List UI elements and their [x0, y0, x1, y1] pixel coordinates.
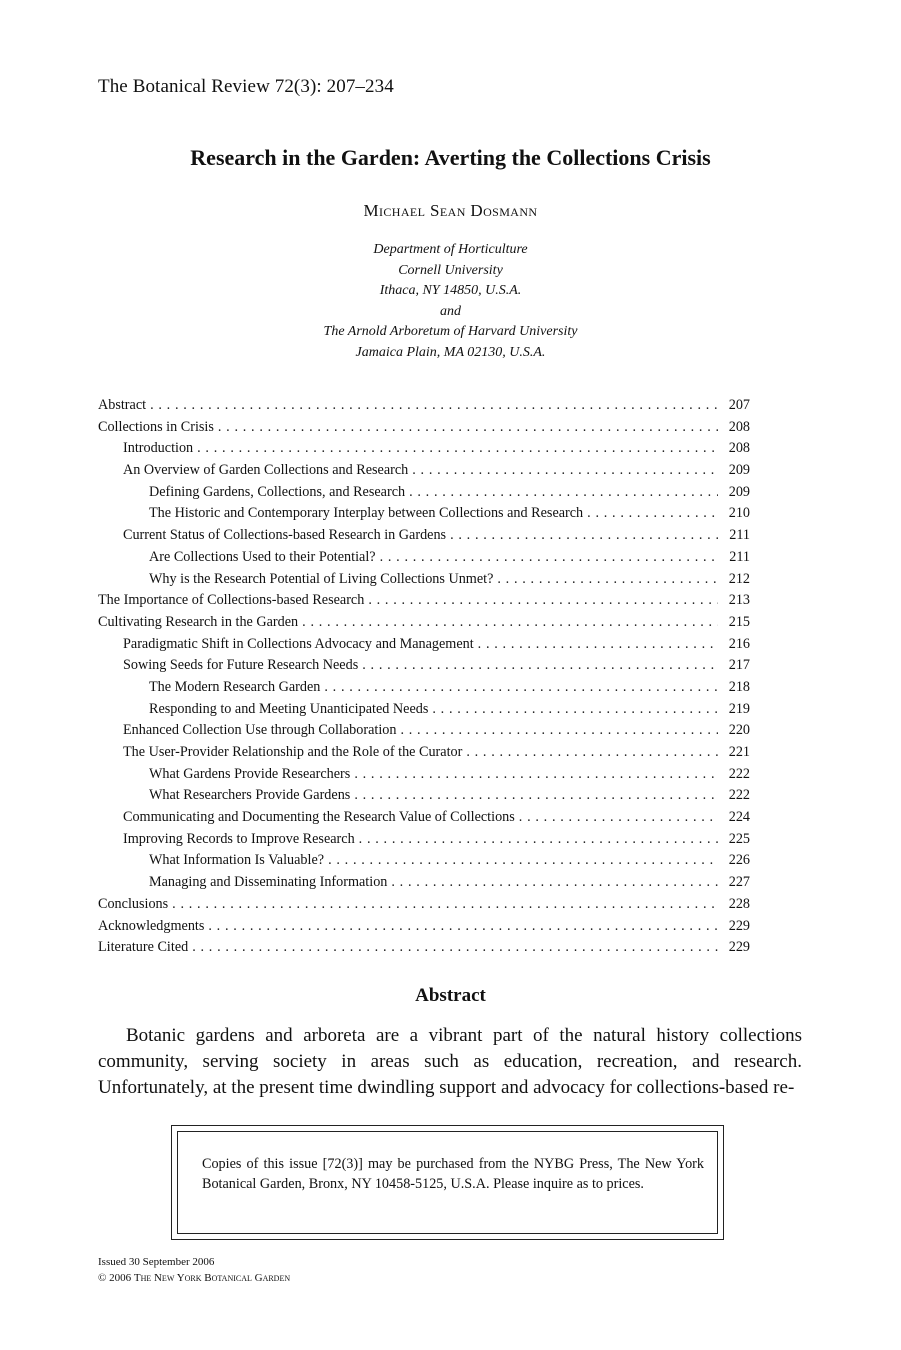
affiliation-line: Jamaica Plain, MA 02130, U.S.A.: [355, 344, 546, 360]
toc-leader-dots: [192, 937, 718, 959]
toc-entry: [98, 720, 750, 742]
toc-entry: [98, 438, 750, 460]
toc-entry-page: 209: [728, 462, 750, 479]
toc-leader-dots: [391, 872, 718, 894]
issued-date: Issued 30 September 2006: [98, 1256, 215, 1268]
toc-entry-title: Abstract: [98, 397, 147, 413]
toc-entry-title: Why is the Research Potential of Living Collections Unmet?: [149, 570, 494, 587]
toc-entry-title: An Overview of Garden Collections and Research: [123, 462, 409, 479]
toc-entry-title: Acknowledgments: [98, 917, 205, 934]
publisher-name: The New York Botanical Garden: [133, 1272, 291, 1284]
toc-entry-title: The Historic and Contemporary Interplay between Collections and Research: [149, 505, 584, 522]
copyright-symbol: ©: [98, 1272, 107, 1284]
toc-entry: [98, 395, 750, 417]
toc-entry: [98, 850, 750, 872]
purchase-notice-text: Copies of this issue [72(3)] may be purchased from the NYBG Press, The New York Botanical Garden, Bronx, NY 10458-5125, U.S.A. Please inquire as to prices.: [202, 1156, 704, 1192]
toc-leader-dots: [478, 634, 718, 656]
toc-entry-title: Collections in Crisis: [98, 418, 214, 435]
toc-entry: [98, 742, 750, 764]
toc-leader-dots: [497, 569, 718, 591]
toc-leader-dots: [466, 742, 718, 764]
purchase-notice-box: [171, 1125, 724, 1240]
abstract-heading: Abstract: [415, 985, 486, 1006]
toc-entry-title: Defining Gardens, Collections, and Research: [149, 483, 406, 500]
toc-entry-title: Cultivating Research in the Garden: [98, 613, 299, 630]
toc-leader-dots: [432, 699, 718, 721]
toc-entry-page: 222: [728, 765, 750, 782]
toc-entry: [98, 829, 750, 851]
toc-entry: [98, 937, 750, 959]
toc-leader-dots: [400, 720, 718, 742]
toc-entry-title: Sowing Seeds for Future Research Needs: [123, 657, 359, 674]
toc-entry-page: 219: [728, 700, 750, 717]
toc-entry-title: Introduction: [123, 440, 194, 457]
toc-entry-title: Literature Cited: [98, 939, 189, 956]
toc-entry: [98, 590, 750, 612]
toc-entry-title: Are Collections Used to their Potential?: [149, 548, 376, 565]
toc-entry-title: Communicating and Documenting the Research Value of Collections: [123, 809, 515, 826]
toc-leader-dots: [412, 460, 718, 482]
journal-citation: The Botanical Review 72(3): 207–234: [98, 76, 394, 97]
affiliation-line: and: [440, 303, 461, 319]
author-affiliation: [0, 240, 901, 363]
toc-entry-title: Paradigmatic Shift in Collections Advocacy and Management: [123, 635, 474, 652]
toc-leader-dots: [302, 612, 718, 634]
toc-entry-page: 211: [729, 548, 750, 565]
toc-entry-page: 224: [728, 809, 750, 826]
toc-leader-dots: [519, 807, 718, 829]
article-title: Research in the Garden: Averting the Collections Crisis: [190, 145, 711, 170]
toc-entry: [98, 547, 750, 569]
page-footer: [98, 1254, 290, 1286]
toc-entry-page: 220: [728, 722, 750, 739]
toc-entry-page: 210: [728, 505, 750, 522]
affiliation-line: The Arnold Arboretum of Harvard University: [323, 324, 578, 339]
toc-entry-page: 208: [728, 418, 750, 435]
toc-entry: [98, 699, 750, 721]
author-name: Michael Sean Dosmann: [363, 201, 538, 220]
toc-leader-dots: [409, 482, 718, 504]
toc-entry-title: What Researchers Provide Gardens: [149, 787, 351, 804]
toc-entry: [98, 894, 750, 916]
toc-entry: [98, 916, 750, 938]
toc-entry-page: 221: [728, 744, 750, 760]
toc-entry: [98, 764, 750, 786]
toc-leader-dots: [324, 677, 718, 699]
toc-entry-page: 217: [728, 657, 750, 674]
toc-entry: [98, 417, 750, 439]
toc-entry: [98, 807, 750, 829]
toc-leader-dots: [380, 547, 718, 569]
toc-leader-dots: [587, 503, 718, 525]
toc-entry: [98, 634, 750, 656]
toc-leader-dots: [150, 395, 718, 417]
toc-leader-dots: [362, 655, 718, 677]
toc-entry-page: 228: [728, 895, 750, 912]
toc-entry: [98, 569, 750, 591]
toc-leader-dots: [450, 525, 718, 547]
toc-entry-title: What Information Is Valuable?: [149, 852, 325, 869]
toc-leader-dots: [354, 785, 718, 807]
toc-entry-title: What Gardens Provide Researchers: [149, 765, 351, 782]
toc-entry-page: 218: [728, 678, 750, 695]
toc-leader-dots: [354, 764, 718, 786]
copyright-year: 2006: [109, 1272, 132, 1284]
copyright-line: [98, 1270, 290, 1286]
toc-entry-page: 222: [728, 787, 750, 804]
toc-entry: [98, 482, 750, 504]
toc-entry-title: Managing and Disseminating Information: [149, 874, 388, 891]
toc-entry: [98, 460, 750, 482]
toc-entry-page: 209: [728, 483, 750, 500]
toc-entry-page: 229: [728, 939, 750, 956]
toc-entry-title: The Importance of Collections-based Research: [98, 592, 365, 609]
affiliation-line: Department of Horticulture: [373, 242, 528, 257]
toc-entry-page: 226: [728, 852, 750, 869]
toc-entry-title: The User-Provider Relationship and the Role of the Curator: [123, 744, 463, 760]
toc-entry-page: 213: [728, 592, 750, 609]
toc-entry-page: 212: [728, 570, 750, 587]
toc-entry: [98, 655, 750, 677]
toc-entry: [98, 503, 750, 525]
table-of-contents: [98, 395, 750, 959]
toc-entry: [98, 677, 750, 699]
toc-leader-dots: [172, 894, 718, 916]
toc-entry: [98, 612, 750, 634]
toc-entry-title: The Modern Research Garden: [149, 678, 321, 695]
toc-entry-page: 227: [728, 874, 750, 891]
toc-leader-dots: [197, 438, 718, 460]
purchase-notice-inner-border: [177, 1131, 718, 1234]
toc-leader-dots: [218, 417, 718, 439]
toc-entry-title: Enhanced Collection Use through Collaboration: [123, 722, 397, 739]
toc-entry-page: 207: [728, 397, 750, 413]
toc-entry-title: Current Status of Collections-based Research in Gardens: [123, 527, 447, 544]
abstract-text: Botanic gardens and arboreta are a vibrant part of the natural history collections community, serving society in areas such as education, recreation, and research. Unfortunately, at the present time dwindling support and advocacy for collections-based re-: [98, 1025, 802, 1098]
affiliation-line: Ithaca, NY 14850, U.S.A.: [379, 283, 522, 298]
toc-leader-dots: [368, 590, 718, 612]
affiliation-line: Cornell University: [398, 262, 503, 278]
toc-entry: [98, 785, 750, 807]
toc-entry-title: Conclusions: [98, 895, 169, 912]
toc-entry-title: Improving Records to Improve Research: [123, 830, 355, 847]
toc-leader-dots: [208, 916, 718, 938]
toc-leader-dots: [359, 829, 718, 851]
toc-entry-page: 225: [728, 830, 750, 847]
toc-entry: [98, 525, 750, 547]
toc-entry-page: 216: [728, 635, 750, 652]
toc-entry: [98, 872, 750, 894]
toc-entry-page: 215: [728, 613, 750, 630]
toc-entry-page: 229: [728, 917, 750, 934]
toc-entry-title: Responding to and Meeting Unanticipated Needs: [149, 700, 429, 717]
toc-leader-dots: [328, 850, 718, 872]
toc-entry-page: 211: [729, 527, 750, 544]
toc-entry-page: 208: [728, 440, 750, 457]
